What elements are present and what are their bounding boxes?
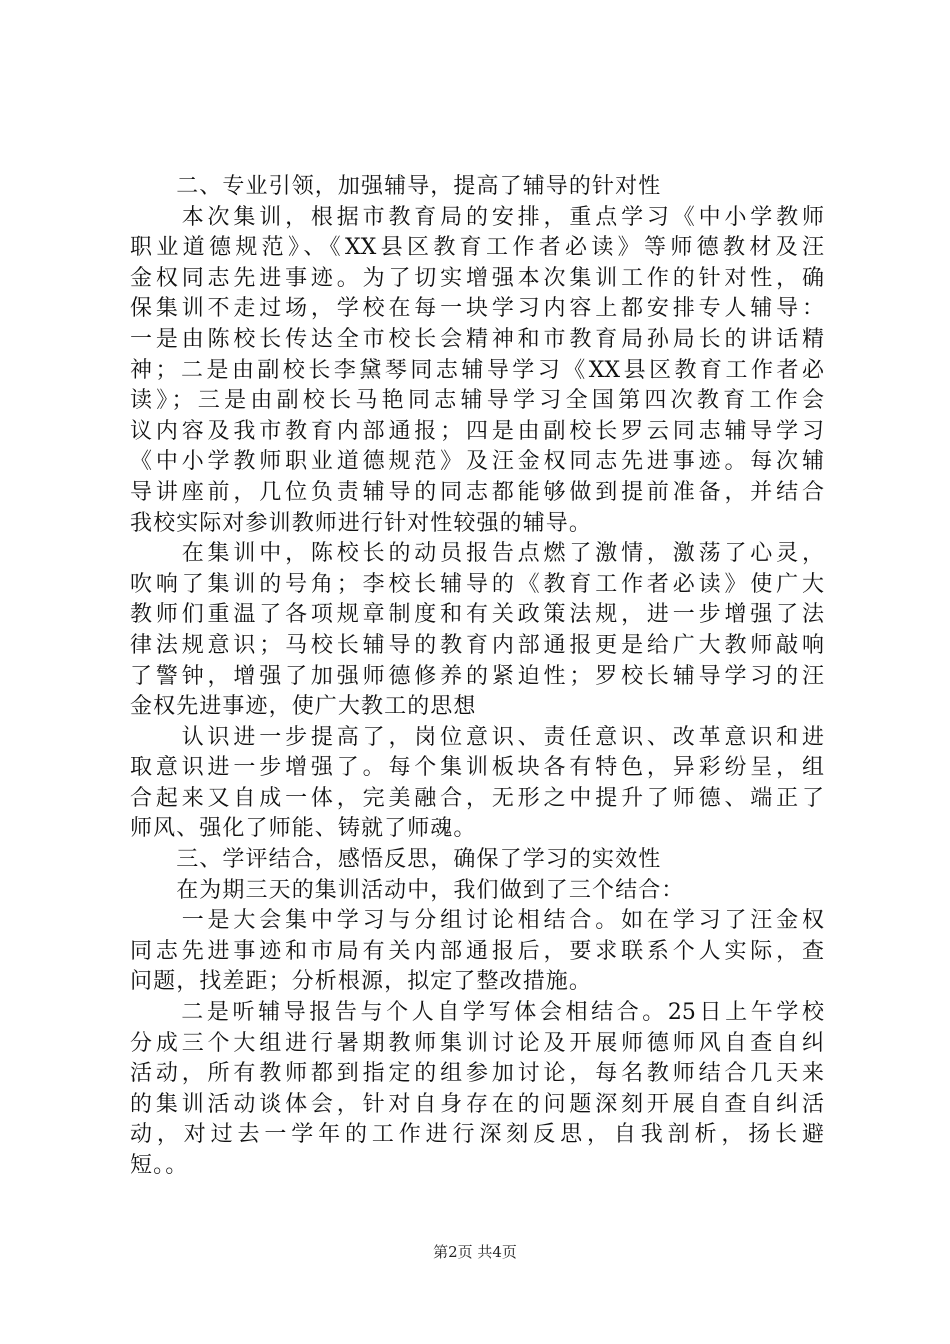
text-line: 在为期三天的集训活动中，我们做到了三个结合： bbox=[130, 877, 685, 903]
text-line: 导讲座前，几位负责辅导的同志都能够做到提前准备，并结合 bbox=[130, 479, 824, 505]
document-body bbox=[130, 172, 824, 1182]
text-line: 吹响了集训的号角；李校长辅导的《教育工作者必读》使广大 bbox=[130, 571, 824, 597]
text-line: 本次集训，根据市教育局的安排，重点学习《中小学教师 bbox=[130, 204, 824, 230]
text-line: 在集训中，陈校长的动员报告点燃了激情，激荡了心灵， bbox=[130, 541, 824, 567]
text-line: 律法规意识；马校长辅导的教育内部通报更是给广大教师敲响 bbox=[130, 632, 824, 658]
text-line: 动，对过去一学年的工作进行深刻反思，自我剖析，扬长避 bbox=[130, 1122, 824, 1148]
text-line: 二是听辅导报告与个人自学写体会相结合。25日上午学校 bbox=[130, 1000, 824, 1026]
text-line: 合起来又自成一体，完美融合，无形之中提升了师德、端正了 bbox=[130, 785, 824, 811]
text-line: 的集训活动谈体会，针对自身存在的问题深刻开展自查自纠活 bbox=[130, 1091, 824, 1117]
text-line: 三、学评结合，感悟反思，确保了学习的实效性 bbox=[130, 847, 662, 873]
text-line: 了警钟，增强了加强师德修养的紧迫性；罗校长辅导学习的汪 bbox=[130, 663, 824, 689]
text-line: 神；二是由副校长李黛琴同志辅导学习《XX县区教育工作者必 bbox=[130, 357, 824, 383]
text-line: 金权先进事迹，使广大教工的思想 bbox=[130, 694, 477, 720]
text-line: 取意识进一步增强了。每个集训板块各有特色，异彩纷呈，组 bbox=[130, 755, 824, 781]
page-footer: 第2页 共4页 bbox=[433, 1243, 517, 1261]
text-line: 分成三个大组进行暑期教师集训讨论及开展师德师风自查自纠 bbox=[130, 1030, 824, 1056]
text-line: 一是大会集中学习与分组讨论相结合。如在学习了汪金权 bbox=[130, 908, 824, 934]
text-line: 职业道德规范》、《XX县区教育工作者必读》等师德教材及汪 bbox=[130, 235, 824, 261]
text-line: 同志先进事迹和市局有关内部通报后，要求联系个人实际，查 bbox=[130, 938, 824, 964]
text-line: 教师们重温了各项规章制度和有关政策法规，进一步增强了法 bbox=[130, 602, 824, 628]
text-line: 读》；三是由副校长马艳同志辅导学习全国第四次教育工作会 bbox=[130, 388, 824, 414]
text-line: 师风、强化了师能、铸就了师魂。 bbox=[130, 816, 477, 842]
text-line: 认识进一步提高了，岗位意识、责任意识、改革意识和进 bbox=[130, 724, 824, 750]
text-line: 二、专业引领，加强辅导，提高了辅导的针对性 bbox=[130, 174, 662, 199]
text-line: 短。。 bbox=[130, 1153, 189, 1178]
text-line: 我校实际对参训教师进行针对性较强的辅导。 bbox=[130, 510, 593, 536]
text-line: 问题，找差距；分析根源，拟定了整改措施。 bbox=[130, 969, 593, 995]
text-line: 保集训不走过场，学校在每一块学习内容上都安排专人辅导： bbox=[130, 296, 824, 322]
text-line: 金权同志先进事迹。为了切实增强本次集训工作的针对性，确 bbox=[130, 265, 824, 291]
text-line: 《中小学教师职业道德规范》及汪金权同志先进事迹。每次辅 bbox=[130, 449, 824, 475]
text-line: 议内容及我市教育内部通报；四是由副校长罗云同志辅导学习 bbox=[130, 418, 824, 444]
text-line: 活动，所有教师都到指定的组参加讨论，每名教师结合几天来 bbox=[130, 1061, 824, 1087]
text-line: 一是由陈校长传达全市校长会精神和市教育局孙局长的讲话精 bbox=[130, 326, 824, 352]
